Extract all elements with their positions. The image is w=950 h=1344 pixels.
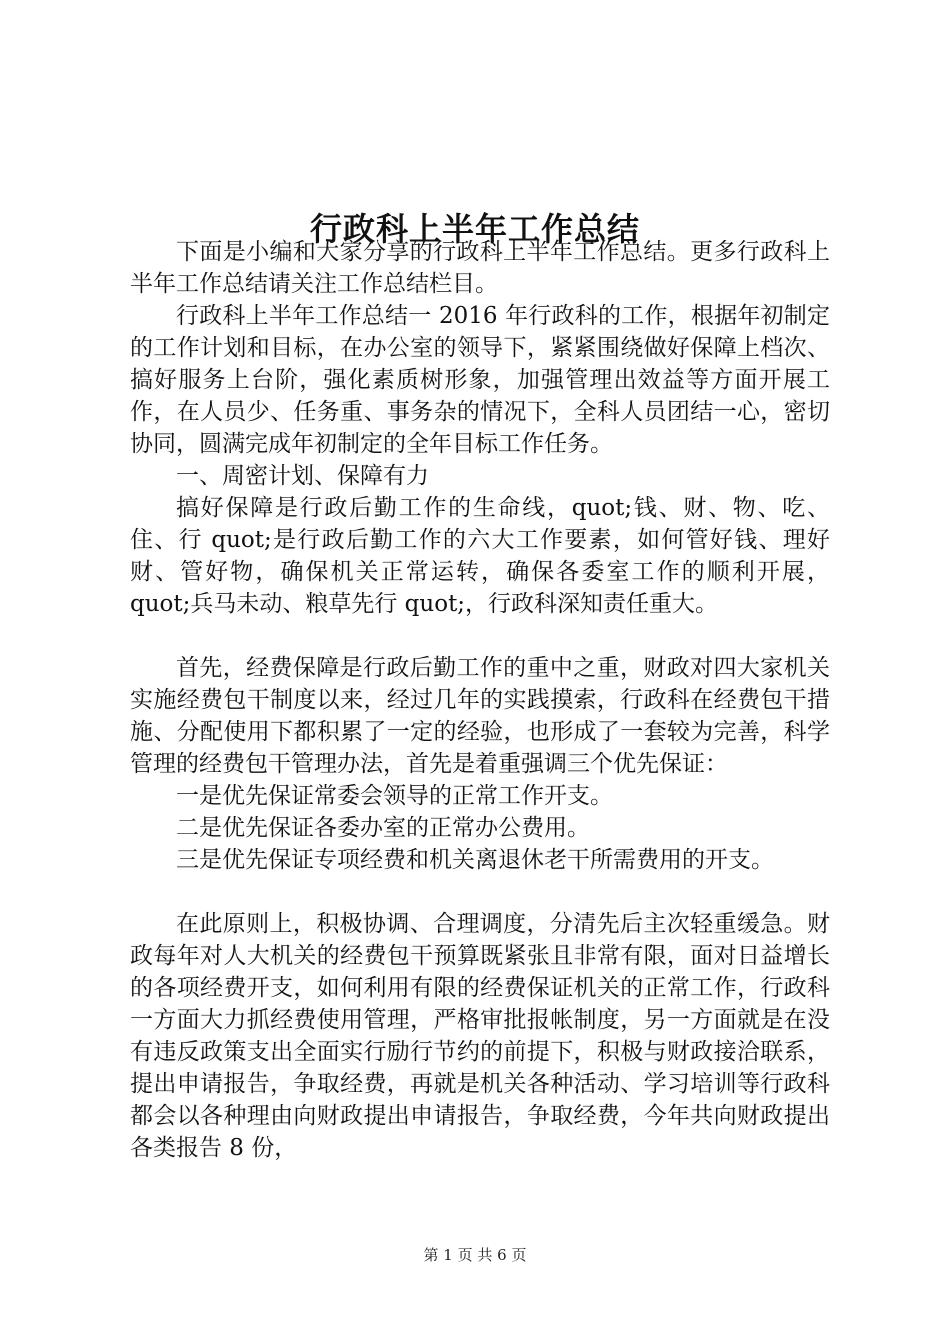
list-item-priority-2: 二是优先保证各委办室的正常办公费用。	[176, 815, 590, 841]
section-heading: 一、周密计划、保障有力	[176, 463, 429, 489]
paragraph-funding: 首先，经费保障是行政后勤工作的重中之重，财政对四大家机关实施经费包干制度以来，经过几年的实践摸索，行政科在经费包干措施、分配使用下都积累了一定的经验，也形成了一套较为完善，科学管理的经费包干管理办法，首先是着重强调三个优先保证：	[130, 655, 830, 777]
list-item-priority-3: 三是优先保证专项经费和机关离退休老干所需费用的开支。	[176, 847, 774, 873]
page-number: 第 1 页 共 6 页	[423, 1246, 527, 1264]
list-item-priority-1: 一是优先保证常委会领导的正常工作开支。	[176, 783, 613, 809]
paragraph-guarantee: 搞好保障是行政后勤工作的生命线，quot;钱、财、物、吃、住、行 quot;是行政后勤工作的六大工作要素，如何管好钱、理好财、管好物，确保机关正常运转，确保各委室工作的顺利开展，quot;兵马未动、粮草先行 quot;，行政科深知责任重大。	[130, 495, 830, 617]
paragraph-summary: 行政科上半年工作总结一 2016 年行政科的工作，根据年初制定的工作计划和目标，在办公室的领导下，紧紧围绕做好保障上档次、搞好服务上台阶，强化素质树形象，加强管理出效益等方面开展工作，在人员少、任务重、事务杂的情况下，全科人员团结一心，密切协同，圆满完成年初制定的全年目标工作任务。	[130, 303, 830, 457]
paragraph-principle: 在此原则上，积极协调、合理调度，分清先后主次轻重缓急。财政每年对人大机关的经费包干预算既紧张且非常有限，面对日益增长的各项经费开支，如何利用有限的经费保证机关的正常工作，行政科一方面大力抓经费使用管理，严格审批报帐制度，另一方面就是在没有违反政策支出全面实行励行节约的前提下，积极与财政接洽联系，提出申请报告，争取经费，再就是机关各种活动、学习培训等行政科都会以各种理由向财政提出申请报告，争取经费，今年共向财政提出各类报告 8 份，	[130, 911, 830, 1161]
document-title: 行政科上半年工作总结	[309, 210, 640, 249]
paragraph-intro: 下面是小编和大家分享的行政科上半年工作总结。更多行政科上半年工作总结请关注工作总结栏目。	[130, 239, 830, 297]
document-body	[130, 236, 830, 1164]
